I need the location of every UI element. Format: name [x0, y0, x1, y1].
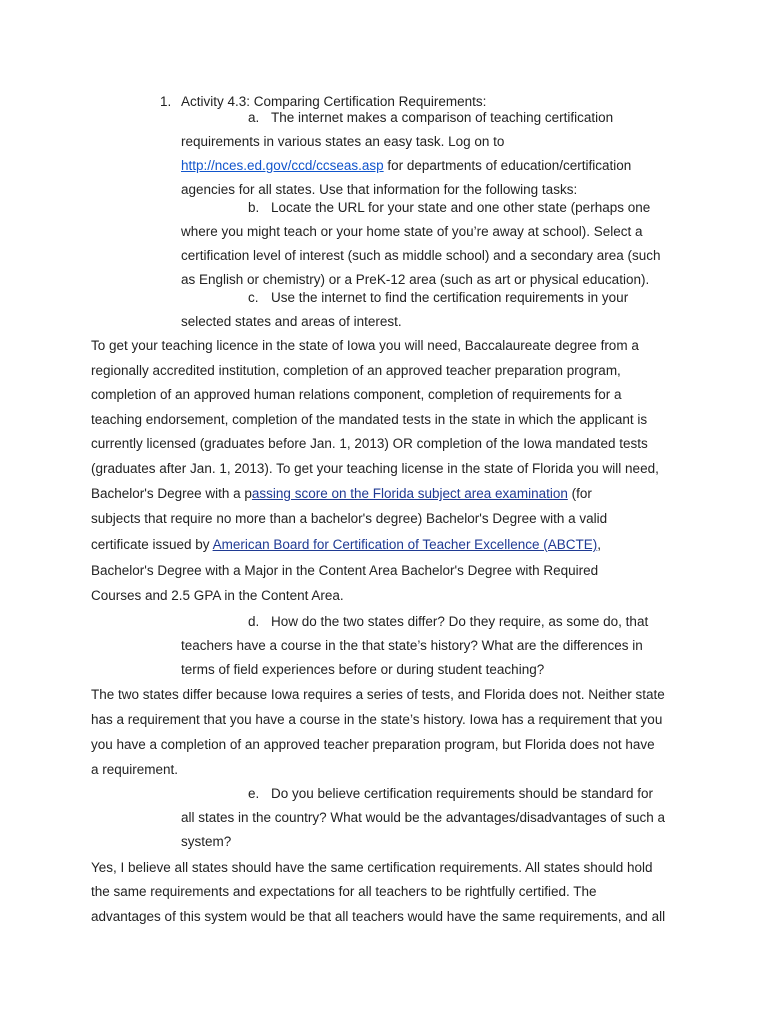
- answer-text: certificate issued by: [91, 537, 213, 552]
- answer-paragraph-line: (graduates after Jan. 1, 2013). To get your teaching license in the state of Florida you will need,: [91, 461, 659, 476]
- answer-paragraph-line: Yes, I believe all states should have the same certification requirements. All states should hold: [91, 860, 653, 875]
- answer-paragraph-line: you have a completion of an approved teacher preparation program, but Florida does not have: [91, 737, 655, 752]
- sub-item-b-text: certification level of interest (such as middle school) and a secondary area (such: [181, 248, 661, 263]
- answer-paragraph-line: Bachelor's Degree with a Major in the Content Area Bachelor's Degree with Required: [91, 563, 599, 578]
- sub-item-a-text: The internet makes a comparison of teaching certification: [271, 110, 614, 125]
- list-item-number: 1.: [160, 94, 172, 109]
- sub-item-b-marker: b.: [248, 200, 260, 215]
- sub-item-a-text: requirements in various states an easy task. Log on to: [181, 134, 505, 149]
- answer-paragraph-line: [91, 537, 601, 553]
- answer-text: ,: [597, 537, 601, 552]
- answer-paragraph-line: the same requirements and expectations for all teachers to be rightfully certified. The: [91, 884, 597, 899]
- answer-paragraph-line: has a requirement that you have a course in the state’s history. Iowa has a requirement that you: [91, 712, 663, 727]
- sub-item-c-text: selected states and areas of interest.: [181, 314, 402, 329]
- sub-item-c-marker: c.: [248, 290, 259, 305]
- florida-exam-link[interactable]: assing score on the Florida subject area examination: [251, 486, 568, 501]
- sub-item-a-text: [181, 158, 631, 174]
- activity-title: Activity 4.3: Comparing Certification Requirements:: [181, 94, 487, 109]
- sub-item-d-text: teachers have a course in the that state’s history? What are the differences in: [181, 638, 643, 653]
- nces-url-link[interactable]: http://nces.ed.gov/ccd/ccseas.asp: [181, 158, 384, 173]
- sub-item-d-text: terms of field experiences before or during student teaching?: [181, 662, 545, 677]
- sub-item-e-marker: e.: [248, 786, 260, 801]
- answer-paragraph-line: advantages of this system would be that all teachers would have the same requirements, and all: [91, 909, 666, 924]
- sub-item-a-text: agencies for all states. Use that information for the following tasks:: [181, 182, 578, 197]
- answer-text: (for: [567, 486, 592, 501]
- sub-item-b-text: as English or chemistry) or a PreK-12 area (such as art or physical education).: [181, 272, 650, 287]
- answer-paragraph-line: regionally accredited institution, completion of an approved teacher preparation program,: [91, 363, 621, 378]
- answer-text: Bachelor's Degree with a p: [91, 486, 252, 501]
- answer-paragraph-line: To get your teaching licence in the state of Iowa you will need, Baccalaureate degree from a: [91, 338, 639, 353]
- answer-paragraph-line: [91, 486, 592, 502]
- answer-paragraph-line: teaching endorsement, completion of the mandated tests in the state in which the applicant is: [91, 412, 648, 427]
- sub-item-e-text: Do you believe certification requirements should be standard for: [271, 786, 653, 801]
- sub-item-e-text: system?: [181, 834, 232, 849]
- sub-item-e-text: all states in the country? What would be the advantages/disadvantages of such a: [181, 810, 666, 825]
- answer-paragraph-line: The two states differ because Iowa requires a series of tests, and Florida does not. Neither state: [91, 687, 665, 702]
- sub-item-d-text: How do the two states differ? Do they require, as some do, that: [271, 614, 649, 629]
- answer-paragraph-line: a requirement.: [91, 762, 179, 777]
- sub-item-a-marker: a.: [248, 110, 260, 125]
- answer-paragraph-line: currently licensed (graduates before Jan. 1, 2013) OR completion of the Iowa mandated tests: [91, 436, 648, 451]
- abcte-link[interactable]: American Board for Certification of Teacher Excellence (ABCTE): [212, 537, 598, 552]
- sub-item-d-marker: d.: [248, 614, 260, 629]
- answer-paragraph-line: Courses and 2.5 GPA in the Content Area.: [91, 588, 344, 603]
- sub-item-b-text: where you might teach or your home state of you’re away at school). Select a: [181, 224, 643, 239]
- sub-item-b-text: Locate the URL for your state and one other state (perhaps one: [271, 200, 651, 215]
- sub-item-c-text: Use the internet to find the certification requirements in your: [271, 290, 629, 305]
- sub-item-a-text-rest: for departments of education/certification: [383, 158, 632, 173]
- answer-paragraph-line: subjects that require no more than a bachelor's degree) Bachelor's Degree with a valid: [91, 511, 608, 526]
- answer-paragraph-line: completion of an approved human relations component, completion of requirements for a: [91, 387, 622, 402]
